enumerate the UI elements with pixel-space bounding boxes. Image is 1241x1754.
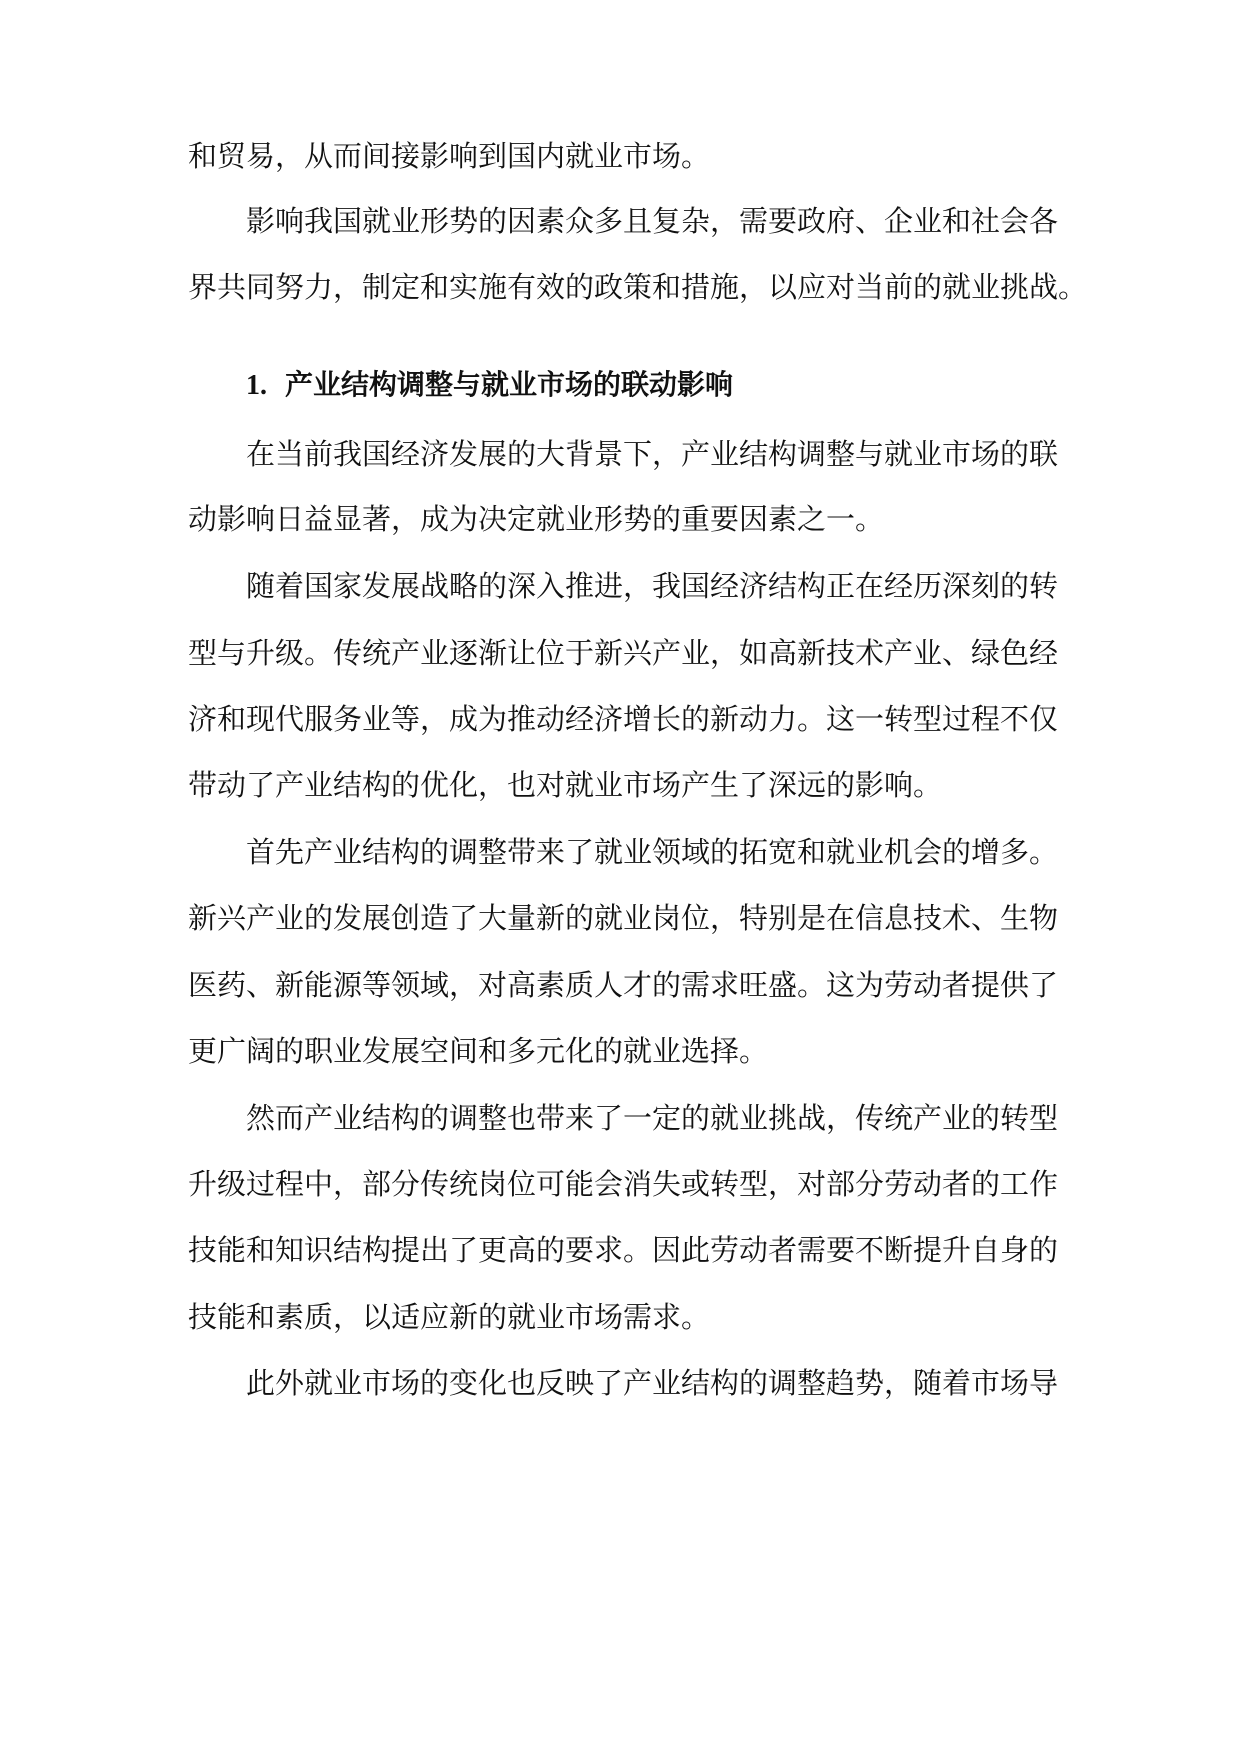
paragraph-line: 带动了产业结构的优化，也对就业市场产生了深远的影响。 bbox=[188, 768, 943, 802]
paragraph-line: 动影响日益显著，成为决定就业形势的重要因素之一。 bbox=[188, 502, 885, 536]
paragraph-line: 升级过程中，部分传统岗位可能会消失或转型，对部分劳动者的工作 bbox=[188, 1167, 1059, 1201]
paragraph-line: 在当前我国经济发展的大背景下，产业结构调整与就业市场的联 bbox=[246, 437, 1059, 471]
paragraph-line: 型与升级。传统产业逐渐让位于新兴产业，如高新技术产业、绿色经 bbox=[188, 636, 1059, 670]
paragraph-line: 界共同努力，制定和实施有效的政策和措施，以应对当前的就业挑战。 bbox=[188, 270, 1088, 304]
section-title: 产业结构调整与就业市场的联动影响 bbox=[285, 368, 734, 401]
paragraph-line: 影响我国就业形势的因素众多且复杂，需要政府、企业和社会各 bbox=[246, 204, 1059, 238]
paragraph-line: 随着国家发展战略的深入推进，我国经济结构正在经历深刻的转 bbox=[246, 569, 1059, 603]
paragraph-line: 更广阔的职业发展空间和多元化的就业选择。 bbox=[188, 1034, 769, 1068]
paragraph-line: 技能和素质，以适应新的就业市场需求。 bbox=[188, 1300, 711, 1334]
paragraph-line: 医药、新能源等领域，对高素质人才的需求旺盛。这为劳动者提供了 bbox=[188, 968, 1059, 1002]
paragraph-line: 首先产业结构的调整带来了就业领域的拓宽和就业机会的增多。 bbox=[246, 835, 1059, 869]
paragraph-line: 新兴产业的发展创造了大量新的就业岗位，特别是在信息技术、生物 bbox=[188, 901, 1059, 935]
paragraph-line: 此外就业市场的变化也反映了产业结构的调整趋势，随着市场导 bbox=[246, 1366, 1059, 1400]
paragraph-line: 和贸易，从而间接影响到国内就业市场。 bbox=[188, 139, 711, 173]
section-heading bbox=[246, 365, 1116, 405]
paragraph-line: 技能和知识结构提出了更高的要求。因此劳动者需要不断提升自身的 bbox=[188, 1233, 1059, 1267]
paragraph-line: 然而产业结构的调整也带来了一定的就业挑战，传统产业的转型 bbox=[246, 1101, 1059, 1135]
paragraph-line: 济和现代服务业等，成为推动经济增长的新动力。这一转型过程不仅 bbox=[188, 702, 1059, 736]
section-number: 1. bbox=[246, 370, 267, 401]
